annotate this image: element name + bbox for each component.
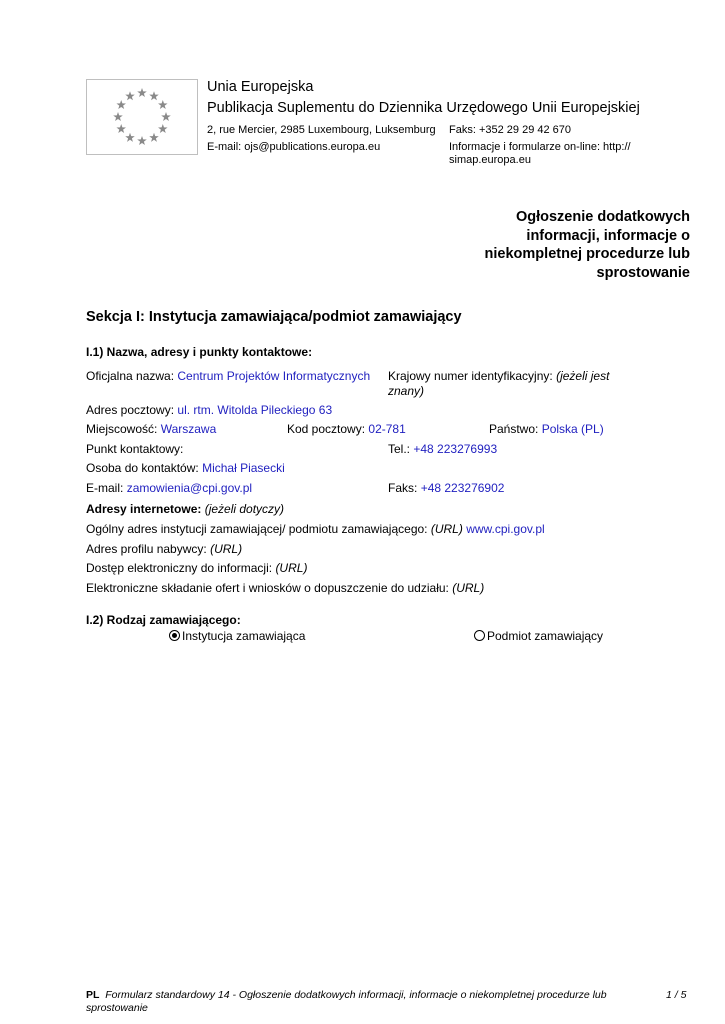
email-label: E-mail: bbox=[86, 481, 124, 495]
footer-form-name: Formularz standardowy 14 - Ogłoszenie dodatkowych informacji, informacje o niekompletnej procedurze lub bbox=[105, 989, 607, 1001]
postcode-label: Kod pocztowy: bbox=[287, 422, 366, 436]
contact-person-row bbox=[86, 461, 285, 476]
notice-title-line: informacji, informacje o bbox=[526, 227, 690, 244]
general-address-label: Ogólny adres instytucji zamawiającej/ podmiotu zamawiającego: bbox=[86, 522, 428, 536]
header-publication: Publikacja Suplementu do Dziennika Urzędowego Unii Europejskiej bbox=[207, 100, 640, 116]
internet-addresses-row bbox=[86, 502, 284, 517]
postcode-row bbox=[287, 422, 406, 437]
notice-title-line: sprostowanie bbox=[596, 264, 690, 281]
postcode-value: 02-781 bbox=[368, 422, 406, 436]
radio-unchecked-icon[interactable] bbox=[474, 630, 485, 641]
url-hint: (URL) bbox=[430, 522, 463, 536]
internet-addresses-hint: (jeżeli dotyczy) bbox=[204, 502, 285, 516]
official-name-row bbox=[86, 369, 370, 384]
general-address-row bbox=[86, 522, 545, 537]
url-hint: (URL) bbox=[275, 561, 308, 575]
postal-address-value: ul. rtm. Witolda Pileckiego 63 bbox=[177, 403, 333, 417]
fax-value: +48 223276902 bbox=[420, 481, 505, 495]
radio-checked-icon[interactable] bbox=[169, 630, 180, 641]
radio-option-label: Instytucja zamawiająca bbox=[182, 629, 306, 643]
electronic-access-row bbox=[86, 561, 307, 576]
subsection-title: I.1) Nazwa, adresy i punkty kontaktowe: bbox=[86, 345, 313, 359]
internet-addresses-title: Adresy internetowe: bbox=[86, 502, 202, 516]
email-value: zamowienia@cpi.gov.pl bbox=[126, 481, 253, 495]
page-number: 1 / 5 bbox=[666, 989, 687, 1001]
national-id-hint: (jeżeli jest bbox=[556, 369, 610, 383]
tel-row bbox=[388, 442, 497, 457]
electronic-access-label: Dostęp elektroniczny do informacji: bbox=[86, 561, 273, 575]
header-address: 2, rue Mercier, 2985 Luxembourg, Luksemburg bbox=[207, 124, 436, 136]
buyer-profile-label: Adres profilu nabywcy: bbox=[86, 542, 207, 556]
notice-title bbox=[450, 208, 690, 282]
eu-stars-icon bbox=[87, 80, 197, 154]
city-label: Miejscowość: bbox=[86, 422, 158, 436]
header-email: E-mail: ojs@publications.europa.eu bbox=[207, 141, 381, 153]
header-info-line2: simap.europa.eu bbox=[449, 154, 531, 166]
national-id-row bbox=[388, 369, 609, 384]
notice-title-line: Ogłoszenie dodatkowych bbox=[515, 209, 690, 225]
country-row bbox=[489, 422, 604, 437]
fax-label: Faks: bbox=[388, 481, 418, 495]
national-id-hint-cont: znany) bbox=[388, 384, 425, 398]
header-info-line1: Informacje i formularze on-line: http:// bbox=[449, 141, 631, 153]
tel-value: +48 223276993 bbox=[413, 442, 498, 456]
general-address-value: www.cpi.gov.pl bbox=[466, 522, 545, 536]
country-value: Polska (PL) bbox=[541, 422, 604, 436]
city-value: Warszawa bbox=[160, 422, 217, 436]
footer-form-line2: sprostowanie bbox=[86, 1002, 148, 1014]
contact-person-value: Michał Piasecki bbox=[202, 461, 285, 475]
city-row bbox=[86, 422, 216, 437]
subsection-title: I.2) Rodzaj zamawiającego: bbox=[86, 613, 241, 627]
buyer-profile-row bbox=[86, 542, 242, 557]
section-title: Sekcja I: Instytucja zamawiająca/podmiot zamawiający bbox=[86, 309, 462, 325]
header-fax: Faks: +352 29 29 42 670 bbox=[449, 124, 572, 136]
contact-point-label: Punkt kontaktowy: bbox=[86, 442, 184, 456]
electronic-submission-row bbox=[86, 581, 484, 596]
contact-person-label: Osoba do kontaktów: bbox=[86, 461, 199, 475]
notice-title-line: niekompletnej procedurze lub bbox=[484, 246, 690, 262]
postal-address-label: Adres pocztowy: bbox=[86, 403, 175, 417]
tel-label: Tel.: bbox=[388, 442, 411, 456]
electronic-submission-label: Elektroniczne składanie ofert i wniosków o dopuszczenie do udziału: bbox=[86, 581, 449, 595]
eu-flag-logo bbox=[86, 79, 198, 155]
fax-row bbox=[388, 481, 504, 496]
email-row bbox=[86, 481, 252, 496]
radio-option-authority[interactable] bbox=[169, 629, 305, 644]
postal-address-row bbox=[86, 403, 332, 418]
official-name-value: Centrum Projektów Informatycznych bbox=[177, 369, 371, 383]
radio-option-entity[interactable] bbox=[474, 629, 603, 644]
national-id-label: Krajowy numer identyfikacyjny: bbox=[388, 369, 553, 383]
official-name-label: Oficjalna nazwa: bbox=[86, 369, 175, 383]
country-label: Państwo: bbox=[489, 422, 539, 436]
footer-form-line1 bbox=[86, 989, 607, 1002]
header-org: Unia Europejska bbox=[207, 79, 314, 95]
radio-option-label: Podmiot zamawiający bbox=[487, 629, 604, 643]
url-hint: (URL) bbox=[452, 581, 485, 595]
footer-lang: PL bbox=[86, 989, 100, 1001]
url-hint: (URL) bbox=[210, 542, 243, 556]
